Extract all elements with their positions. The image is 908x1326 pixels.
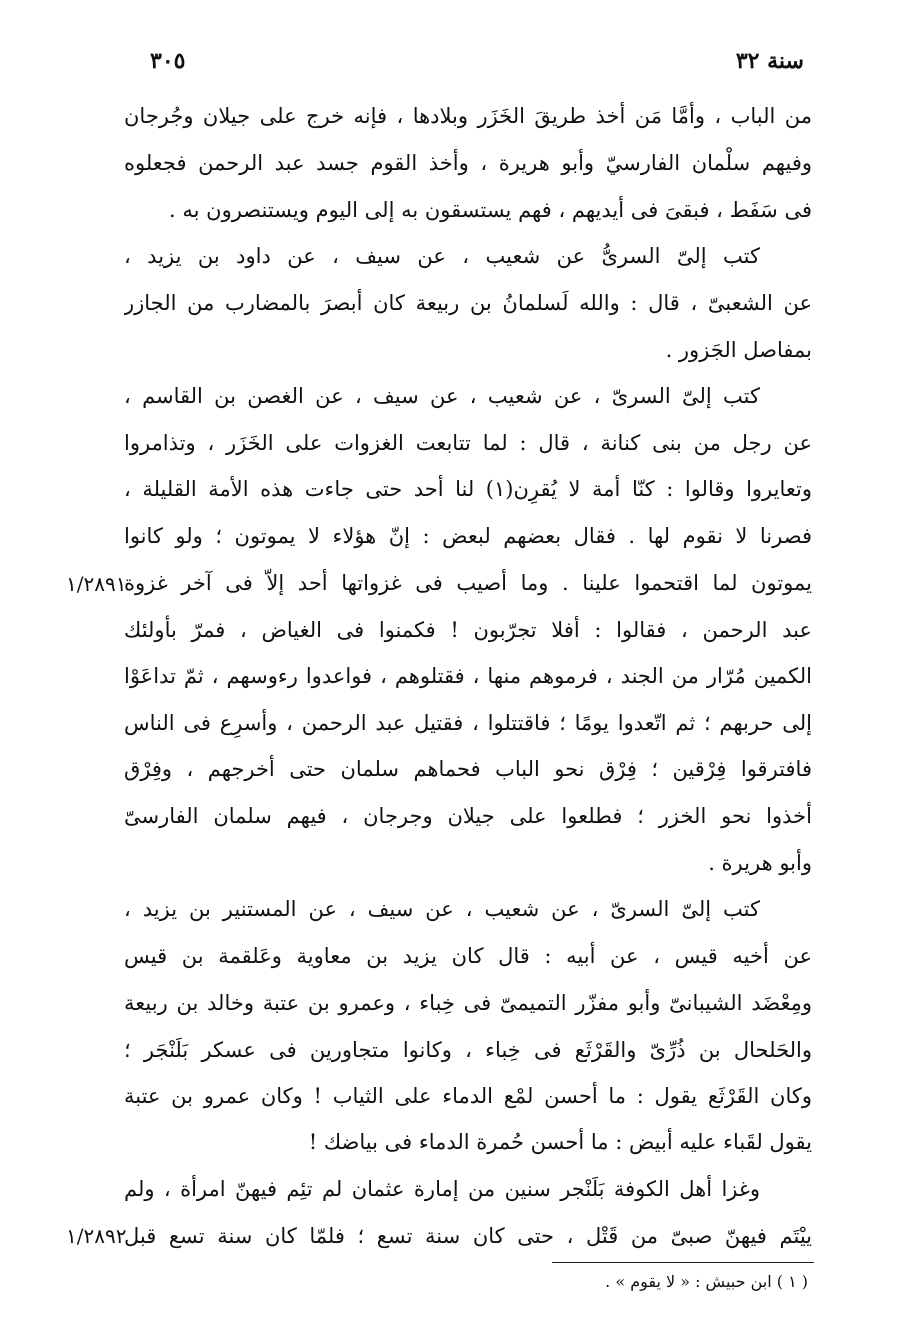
- text-line: فى سَفَط ، فبقىَ فى أيديهم ، فهم يستسقون به إلى اليوم ويستنصرون به .: [169, 198, 812, 222]
- text-line: وأبو هريرة .: [708, 851, 812, 875]
- text-line: بمفاصل الجَزور .: [665, 338, 812, 362]
- text-line: أخذوا نحو الخزر ؛ فطلعوا على جيلان وجرجان ، فيهم سلمان الفارسىّ: [124, 804, 812, 828]
- page-number: ٣٠٥: [150, 48, 186, 74]
- running-header-year: سنة ٣٢: [735, 48, 804, 74]
- text-line: يقول لقَباء عليه أبيض : ما أحسن حُمرة الدماء فى بياضك !: [308, 1130, 812, 1154]
- text-line: كتب إلىّ السرىُّ عن شعيب ، عن سيف ، عن داود بن يزيد ،: [124, 244, 760, 268]
- text-line: ومِعْضَد الشيبانىّ وأبو مفزّر التميمىّ فى خِباء ، وعمرو بن عتبة وخالد بن ربيعة: [124, 991, 812, 1015]
- text-line: كتب إلىّ السرىّ ، عن شعيب ، عن سيف ، عن المستنير بن يزيد ،: [124, 897, 760, 921]
- text-line: من الباب ، وأمَّا مَن أخذ طريقَ الخَزَر وبلادها ، فإنه خرج على جيلان وجُرجان: [124, 104, 812, 128]
- text-line: عبد الرحمن ، فقالوا : أفلا تجرّبون ! فكمنوا فى الغياض ، فمرّ بأولئك: [124, 618, 812, 642]
- text-line: الكمين مُرّار من الجند ، فرموهم منها ، فقتلوهم ، فواعدوا رءوسهم ، ثمّ تداعَوْا: [124, 664, 812, 688]
- text-line: وتعايروا وقالوا : كنّا أمة لا يُقرِن(١) لنا أحد حتى جاءت هذه الأمة القليلة ،: [124, 477, 812, 501]
- text-line: عن أخيه قيس ، عن أبيه : قال كان يزيد بن معاوية وعَلقمة بن قيس: [124, 944, 812, 968]
- text-line: وغزا أهل الكوفة بَلَنْجر سنين من إمارة عثمان لم تئِم فيهنّ امرأة ، ولم: [124, 1177, 760, 1201]
- text-line: فافترقوا فِرْقين ؛ فِرْق نحو الباب فحماهم سلمان حتى أخرجهم ، وفِرْق: [124, 757, 812, 781]
- text-line: والحَلحال بن ذُرِّىّ والقَرْثَع فى خِباء ، وكانوا متجاورين فى عسكر بَلَنْجَر ؛: [124, 1038, 812, 1062]
- text-line: كتب إلىّ السرىّ ، عن شعيب ، عن سيف ، عن الغصن بن القاسم ،: [124, 384, 760, 408]
- text-line: إلى حربهم ؛ ثم اتّعدوا يومًا ؛ فاقتتلوا ، فقتيل عبد الرحمن ، وأسرِع فى الناس: [124, 711, 812, 735]
- footnote: ( ١ ) ابن حبيش : « لا يقوم » .: [605, 1272, 808, 1291]
- text-line: عن الشعبىّ ، قال : والله لَسلمانُ بن ربيعة كان أبصرَ بالمضارب من الجازر: [124, 291, 812, 315]
- footnote-divider: [552, 1262, 814, 1263]
- text-line: يموتون لما اقتحموا علينا . وما أصيب فى غزواتها أحد إلاّ فى آخر غزوة: [124, 571, 812, 595]
- text-line: فصرنا لا نقوم لها . فقال بعضهم لبعض : إنّ هؤلاء لا يموتون ؛ ولو كانوا: [124, 524, 812, 548]
- text-line: ييْتَم فيهنّ صبىّ من قَتْل ، حتى كان سنة تسع ؛ فلمّا كان سنة تسع قبل: [124, 1224, 812, 1248]
- margin-reference-number: ١/٢٨٩٢: [66, 1224, 127, 1248]
- margin-reference-number: ١/٢٨٩١: [66, 572, 127, 596]
- text-line: عن رجل من بنى كنانة ، قال : لما تتابعت الغزوات على الخَزَر ، وتذامروا: [124, 431, 812, 455]
- text-line: وكان القَرْثَع يقول : ما أحسن لمْع الدماء على الثياب ! وكان عمرو بن عتبة: [124, 1084, 812, 1108]
- text-line: وفيهم سلْمان الفارسيّ وأبو هريرة ، وأخذ القوم جسد عبد الرحمن فجعلوه: [124, 151, 812, 175]
